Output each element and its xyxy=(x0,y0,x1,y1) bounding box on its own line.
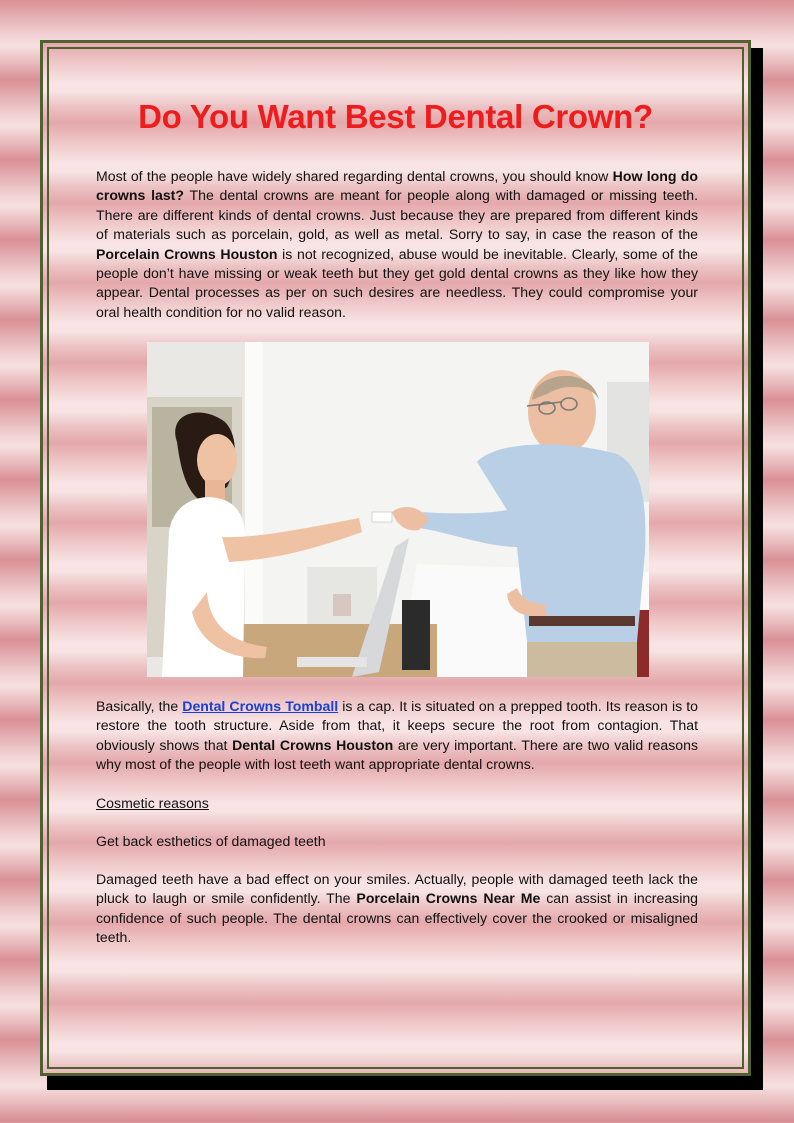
intro-bold-2: Porcelain Crowns Houston xyxy=(96,245,278,262)
dental-crowns-tomball-link[interactable]: Dental Crowns Tomball xyxy=(182,698,339,714)
esthetics-text-2: can assist in increasing confidence of such people. The dental crowns can effectively cover the crooked or misaligned teeth. xyxy=(96,890,699,946)
basics-paragraph xyxy=(96,697,698,775)
section-heading-text: Cosmetic reasons xyxy=(96,795,209,811)
section-heading xyxy=(96,794,698,813)
intro-text-3: is not recognized, abuse would be inevitable. Clearly, some of the people don’t have missing or weak teeth but they get gold dental crowns as they like how they appear. Dental processes as per on such desires are needless. They could compromise your oral health condition for no valid reason. xyxy=(96,245,699,320)
esthetics-bold-1: Porcelain Crowns Near Me xyxy=(356,890,541,907)
intro-text-2: The dental crowns are meant for people along with damaged or missing teeth. There are different kinds of dental crowns. Just because they are prepared from different kinds of materials such as porcelain, gold, as well as metal. Sorry to say, in case the reason of the xyxy=(96,187,699,243)
intro-paragraph xyxy=(96,167,698,322)
subheading: Get back esthetics of damaged teeth xyxy=(96,833,326,849)
intro-text-1: Most of the people have widely shared regarding dental crowns, you should know xyxy=(96,168,613,184)
basics-bold-1: Dental Crowns Houston xyxy=(232,736,394,753)
esthetics-paragraph xyxy=(96,870,698,948)
basics-text-1: Basically, the xyxy=(96,698,183,714)
basics-text-2: is a cap. It is situated on a prepped tooth. Its reason is to restore the tooth structure. Aside from that, it keeps secure the root from contagion. That obviously shows that xyxy=(96,698,698,753)
esthetics-text-1: Damaged teeth have a bad effect on your smiles. Actually, people with damaged teeth lack the pluck to laugh or smile confidently. The xyxy=(96,871,698,907)
photo-illustration xyxy=(147,342,649,677)
intro-bold-1: How long do crowns last? xyxy=(96,168,698,204)
page-title: Do You Want Best Dental Crown? xyxy=(138,98,653,135)
basics-text-3: are very important. There are two valid reasons why most of the people with lost teeth want appropriate dental crowns. xyxy=(96,736,698,773)
dental-reception-photo xyxy=(147,342,649,677)
